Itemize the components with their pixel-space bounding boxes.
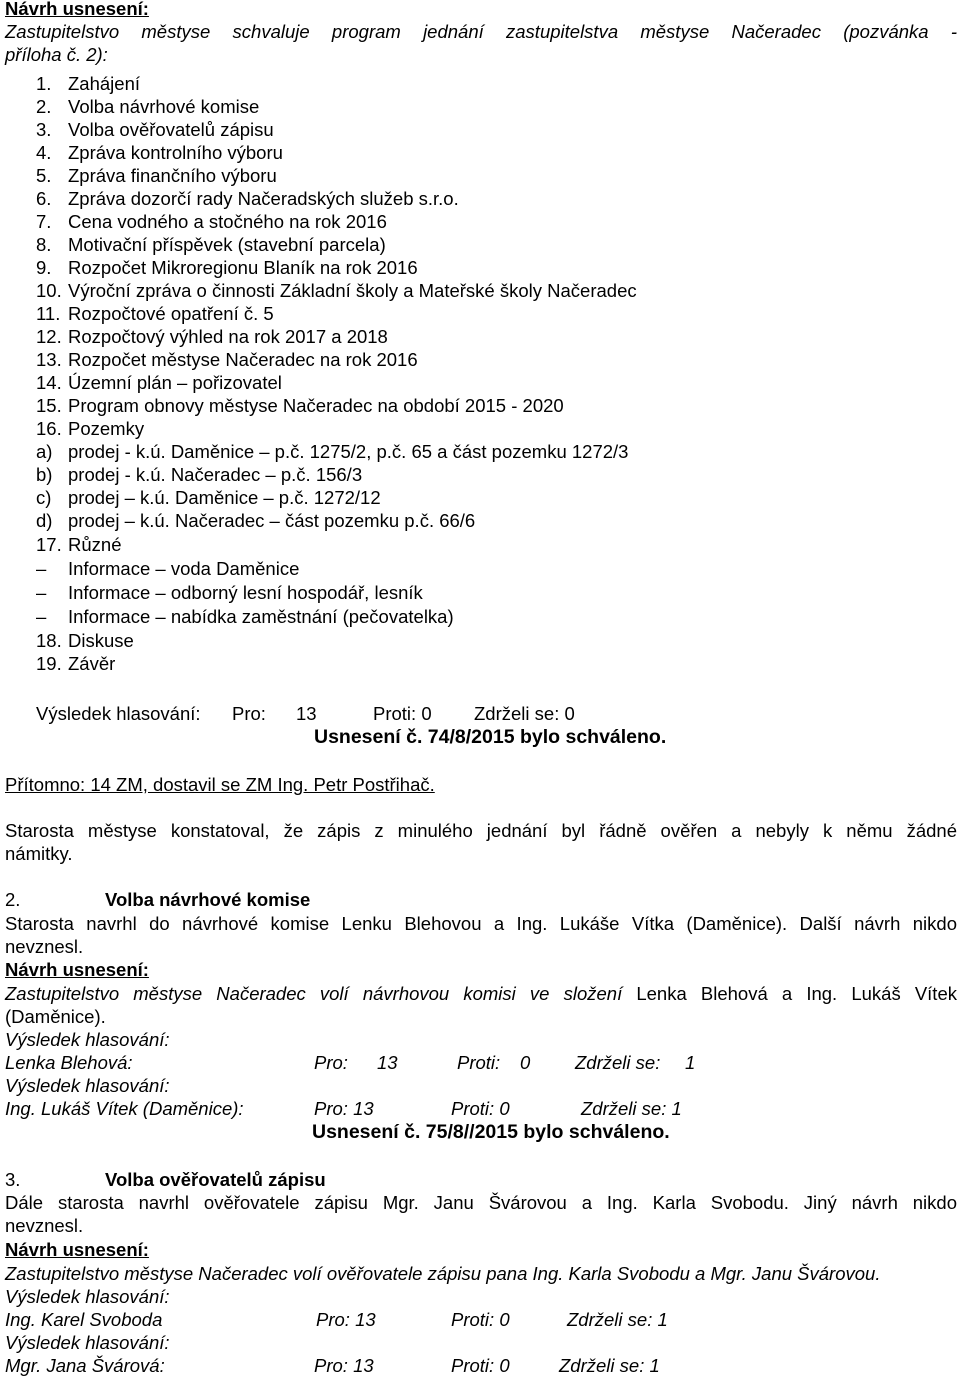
program-item: 3. Volba ověřovatelů zápisu [36, 119, 274, 140]
vote-result-label: Výsledek hlasování: [5, 1332, 170, 1353]
resolution-approved: Usnesení č. 75/8//2015 bylo schváleno. [312, 1121, 670, 1143]
minutes-verified-line-2: námitky. [5, 843, 73, 864]
info-dash-item: – Informace – voda Daměnice [36, 558, 300, 579]
document-page: Návrh usnesení: Zastupitelstvo městyse schvaluje program jednání zastupitelstva městyse Načeradec (pozvánka - příloha č. 2): 1. Zahájení 2. Volba návrhové komise 3. Volba ověřovatelů zápisu 4. Zpráva kontrolního výboru 5. Zpráva finančního výboru 6. Zpráva dozorčí rady Načeradských služeb s.r.o. 7. Cena vodného a stočného na rok 2016 8. Motivační příspěvek (stavební parcela) 9. Rozpočet Mikroregionu Blaník na rok 2016 10. Výroční zpráva o činnosti Základní školy a Mateřské školy Načeradec 11. Rozpočtové opatření č. 5 12. Rozpočtový výhled na rok 2017 a 2018 13. Rozpočet městyse Načeradec na rok 2016 14. Územní plán – pořizovatel 15. Program obnovy městyse Načeradec na období 2015 - 2020 16. Pozemky a) prodej - k.ú. Daměnice – p.č. 1275/2, p.č. 65 a část pozemku 1272/3 b) prodej - k.ú. Načeradec – p.č. 156/3 c) prodej – k.ú. Daměnice – p.č. 1272/12 d) prodej – k.ú. Načeradec – část pozemku p.č. 66/6 17. Různé – Informace – voda Daměnice – Informace – odborný lesní hospodář, lesník – Informace – nabídka zaměstnání (pečovatelka) 18. Diskuse 19. Závěr Výsledek hlasování: Pro: 13 Proti: 0 Zdrželi se: 0 Usnesení č. 74/8/2015 bylo schváleno. Přítomno: 14 ZM, dostavil se ZM Ing. Petr Postřihač. Starosta městyse konstatoval, že zápis z minulého jednání byl řádně ověřen a nebyly k němu žádné námitky. 2. Volba návrhové komise Starosta navrhl do návrhové komise Lenku Blehovou a Ing. Lukáše Vítka (Daměnice). Další návrh nikdo nevznesl. Návrh usnesení: Zastupitelstvo městyse Načeradec volí návrhovou komisi ve složení Lenka Blehová a Ing. Lukáš Vítek (Daměnice). Výsledek hlasování: Lenka Blehová: Pro: 13 Proti: 0 Zdrželi se: 1 Výsledek hlasování: Ing. Lukáš Vítek (Daměnice): Pro: 13 Proti: 0 Zdrželi se: 1 Usnesení č. 75/8//2015 bylo schváleno. 3. Volba ověřovatelů zápisu Dále starosta navrhl ověřovatele zápisu Mgr. Janu Švárovou a Ing. Karla Svobodu. Jiný návrh nikdo nevznesl. Návrh usnesení: Zastupitelstvo městyse Načeradec volí ověřovatele zápisu pana Ing. Karla Svobodu a Mgr. Janu Švárovou. Výsledek hlasování: Ing. Karel Svoboda Pro: 13 Proti: 0 Zdrželi se: 1 Výsledek hlasování: Mgr. Jana Švárová: Pro: 13 Proti: 0 Zdrželi se: 1 [0, 0, 960, 1380]
program-item: 14. Územní plán – pořizovatel [36, 372, 282, 393]
program-item: 10. Výroční zpráva o činnosti Základní školy a Mateřské školy Načeradec [36, 280, 637, 301]
program-item: 4. Zpráva kontrolního výboru [36, 142, 283, 163]
land-sub-item: d) prodej – k.ú. Načeradec – část pozemku p.č. 66/6 [36, 510, 476, 531]
program-intro-line-2: příloha č. 2): [5, 44, 108, 65]
program-item: 13. Rozpočet městyse Načeradec na rok 2016 [36, 349, 418, 370]
program-item: 17. Různé [36, 534, 122, 555]
resolution-proposal-heading: Návrh usnesení: [5, 0, 149, 19]
land-sub-item: a) prodej - k.ú. Daměnice – p.č. 1275/2, p.č. 65 a část pozemku 1272/3 [36, 441, 629, 462]
section-text-line-1: Starosta navrhl do návrhové komise Lenku Blehovou a Ing. Lukáše Vítka (Daměnice). Další návrh nikdo [5, 913, 957, 934]
section-text-line-2: nevznesl. [5, 1215, 84, 1236]
program-item: 5. Zpráva finančního výboru [36, 165, 277, 186]
program-item: 16. Pozemky [36, 418, 145, 439]
program-item: 1. Zahájení [36, 73, 140, 94]
info-dash-item: – Informace – nabídka zaměstnání (pečovatelka) [36, 606, 454, 627]
info-dash-item: – Informace – odborný lesní hospodář, lesník [36, 582, 423, 603]
program-item: 7. Cena vodného a stočného na rok 2016 [36, 211, 387, 232]
program-item: 15. Program obnovy městyse Načeradec na období 2015 - 2020 [36, 395, 564, 416]
section-text-line-1: Dále starosta navrhl ověřovatele zápisu Mgr. Janu Švárovou a Ing. Karla Svobodu. Jiný návrh nikdo [5, 1192, 957, 1213]
vote-result-label: Výsledek hlasování: [5, 1029, 170, 1050]
program-item: 6. Zpráva dozorčí rady Načeradských služeb s.r.o. [36, 188, 459, 209]
program-item: 18. Diskuse [36, 630, 134, 651]
program-item: 2. Volba návrhové komise [36, 96, 260, 117]
program-item: 19. Závěr [36, 653, 116, 674]
vote-result-label: Výsledek hlasování: [5, 1075, 170, 1096]
resolution-text-line-2: (Daměnice). [5, 1006, 106, 1027]
program-item: 11. Rozpočtové opatření č. 5 [36, 303, 274, 324]
section-text-line-2: nevznesl. [5, 936, 84, 957]
resolution-proposal-heading: Návrh usnesení: [5, 959, 149, 980]
vote-result-label: Výsledek hlasování: [5, 1286, 170, 1307]
program-item: 8. Motivační příspěvek (stavební parcela) [36, 234, 386, 255]
resolution-text-line-1: Zastupitelstvo městyse Načeradec volí návrhovou komisi ve složení Lenka Blehová a Ing. Lukáš Vítek [5, 983, 957, 1004]
resolution-approved: Usnesení č. 74/8/2015 bylo schváleno. [314, 726, 667, 748]
land-sub-item: b) prodej - k.ú. Načeradec – p.č. 156/3 [36, 464, 363, 485]
program-item: 12. Rozpočtový výhled na rok 2017 a 2018 [36, 326, 388, 347]
program-item: 9. Rozpočet Mikroregionu Blaník na rok 2016 [36, 257, 418, 278]
minutes-verified-line-1: Starosta městyse konstatoval, že zápis z minulého jednání byl řádně ověřen a nebyly k němu žádné [5, 820, 957, 841]
attendance-note: Přítomno: 14 ZM, dostavil se ZM Ing. Petr Postřihač. [5, 774, 435, 795]
program-intro-line-1: Zastupitelstvo městyse schvaluje program jednání zastupitelstva městyse Načeradec (pozvánka - [5, 21, 957, 42]
resolution-text: Zastupitelstvo městyse Načeradec volí ověřovatele zápisu pana Ing. Karla Svobodu a Mgr. Janu Švárovou. [5, 1263, 881, 1284]
land-sub-item: c) prodej – k.ú. Daměnice – p.č. 1272/12 [36, 487, 381, 508]
resolution-proposal-heading: Návrh usnesení: [5, 1239, 149, 1260]
